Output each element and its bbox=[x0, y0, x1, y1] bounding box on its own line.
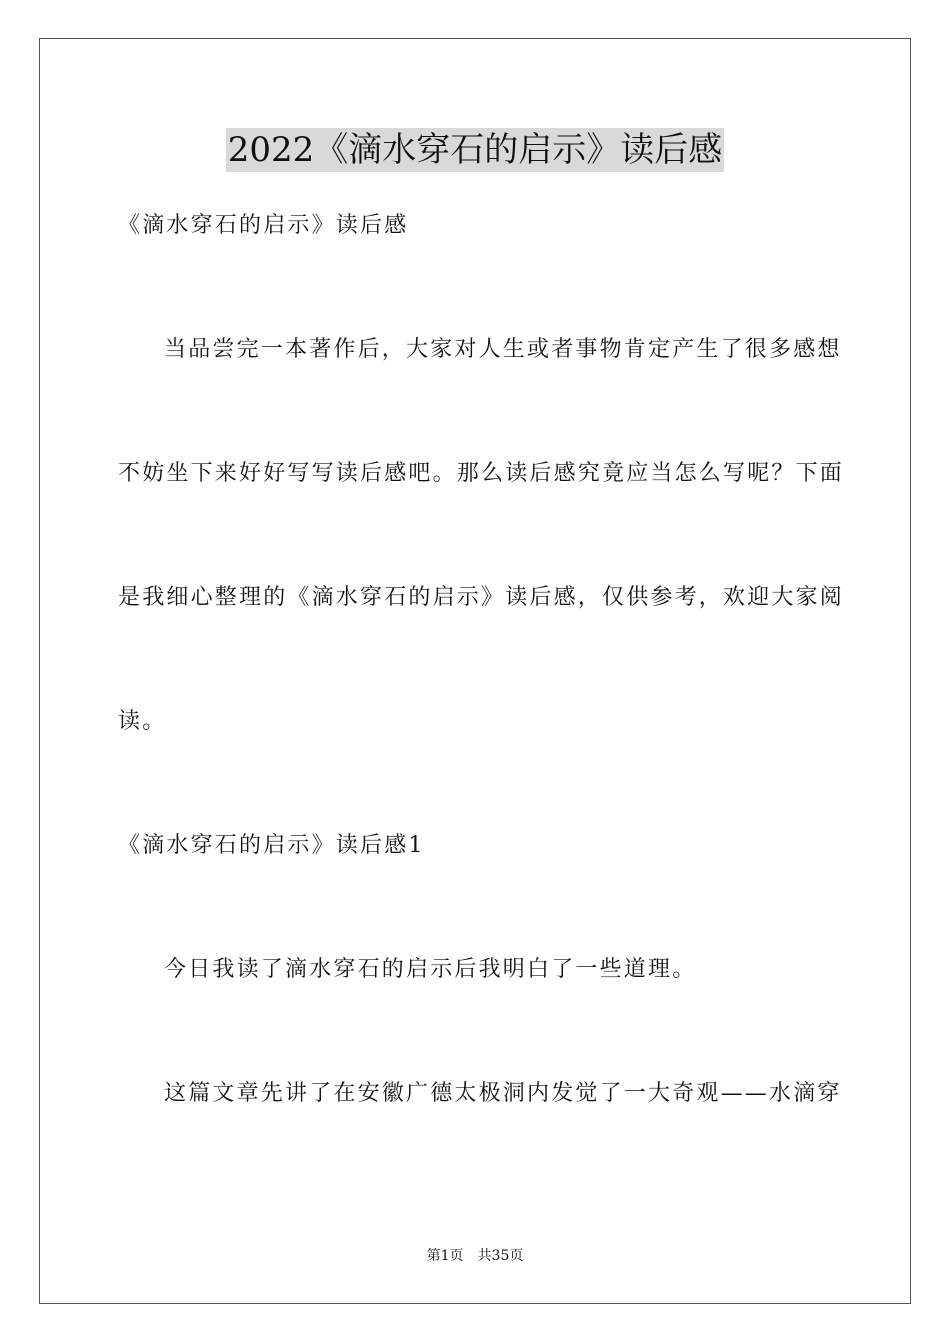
document-title-container bbox=[0, 128, 950, 172]
paragraph-line: 不妨坐下来好好写写读后感吧。那么读后感究竟应当怎么写呢？下面 bbox=[118, 461, 845, 486]
paragraph-line: 今日我读了滴水穿石的启示后我明白了一些道理。 bbox=[164, 957, 697, 982]
paragraph-line: 这篇文章先讲了在安徽广德太极洞内发觉了一大奇观——水滴穿 bbox=[164, 1081, 842, 1106]
paragraph-line: 是我细心整理的《滴水穿石的启示》读后感，仅供参考，欢迎大家阅 bbox=[118, 585, 845, 610]
subtitle-line: 《滴水穿石的启示》读后感 bbox=[118, 213, 409, 238]
page-number-footer: 第1页 共35页 bbox=[426, 1248, 524, 1264]
document-title: 2022《滴水穿石的启示》读后感 bbox=[227, 130, 723, 170]
paragraph-line: 读。 bbox=[118, 709, 167, 734]
paragraph-line: 当品尝完一本著作后，大家对人生或者事物肯定产生了很多感想 bbox=[164, 337, 842, 362]
section-heading: 《滴水穿石的启示》读后感1 bbox=[118, 833, 425, 858]
